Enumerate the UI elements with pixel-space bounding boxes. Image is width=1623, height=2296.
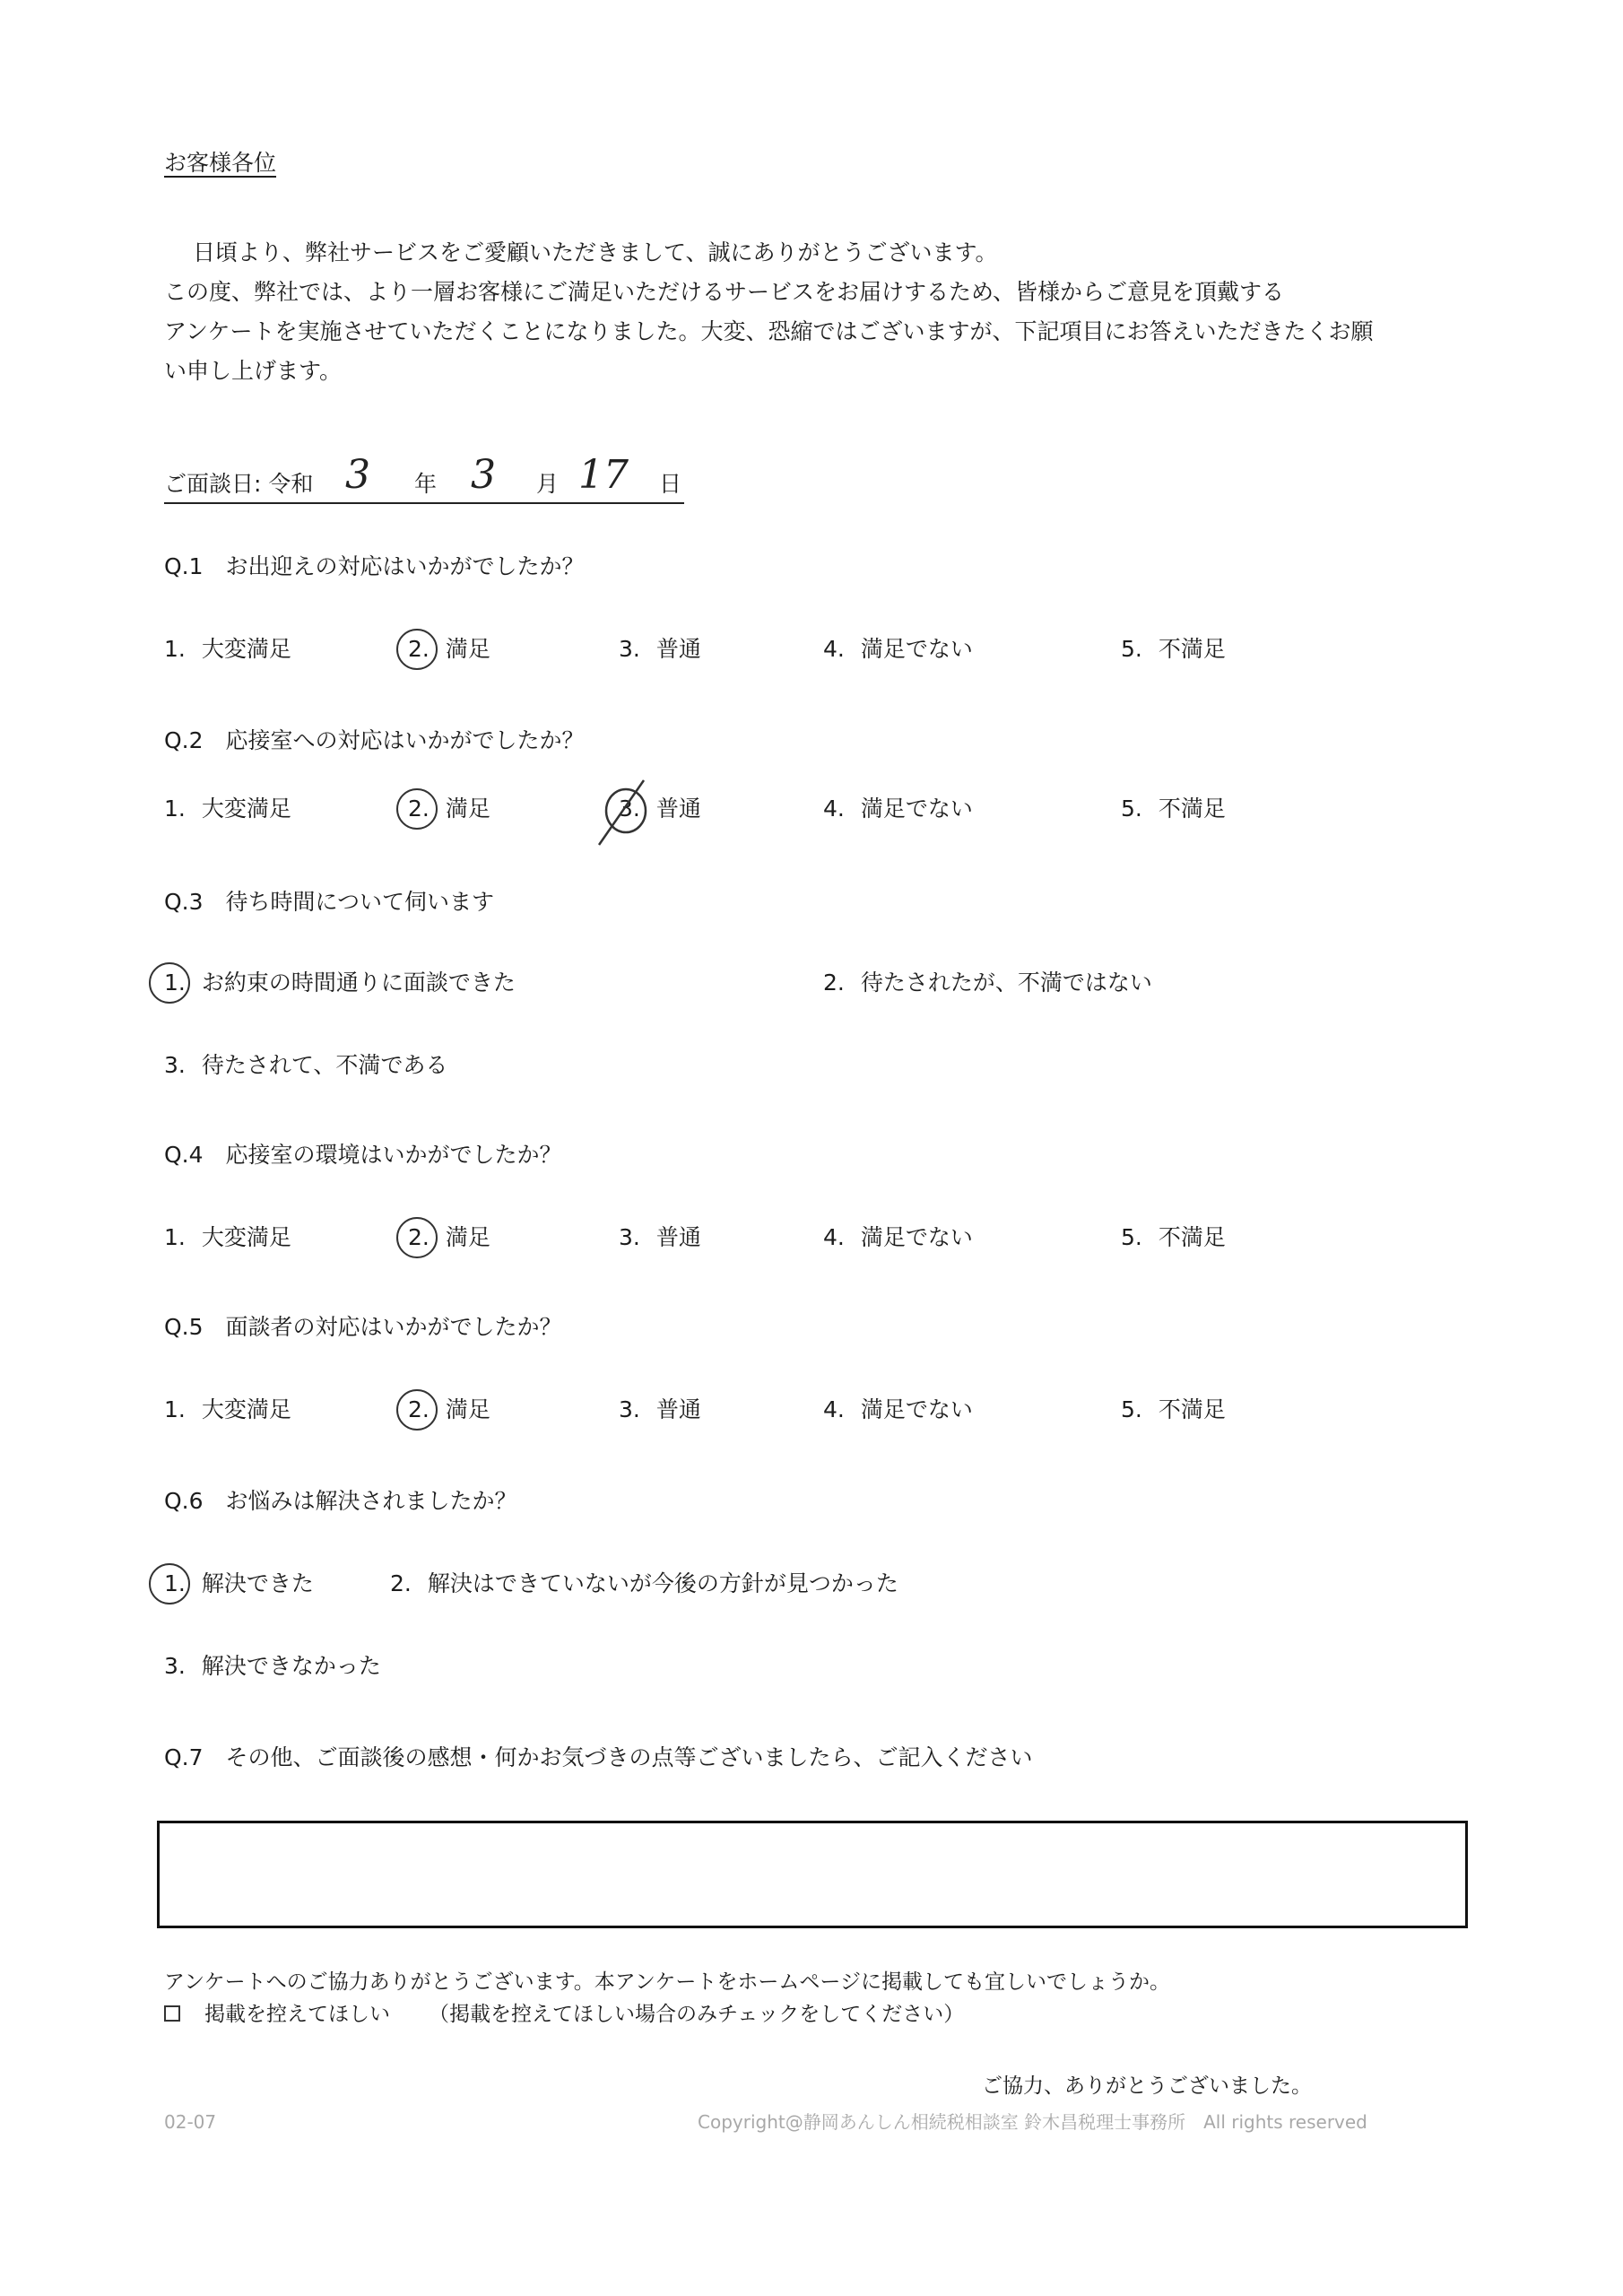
q5-option-5-label: 不満足 [1158, 1396, 1226, 1422]
q5-option-5[interactable] [1121, 1394, 1226, 1426]
q2-option-4-label: 満足でない [860, 796, 973, 822]
q4-option-4[interactable] [823, 1222, 973, 1254]
q6-option-1-num: 1. [164, 1570, 186, 1596]
q6-selected-circle [149, 1563, 190, 1605]
question-7-title: Q.7 その他、ご面談後の感想・何かお気づきの点等ございましたら、ご記入ください [164, 1744, 1033, 1770]
q4-option-4-num: 4. [823, 1224, 845, 1250]
q2-option-3-label: 普通 [655, 796, 701, 822]
q1-option-4-num: 4. [823, 636, 845, 662]
intro-line-4: い申し上げます。 [164, 358, 343, 384]
q3-option-1-label: お約束の時間通りに面談できた [201, 970, 516, 996]
question-5-title: Q.5 面談者の対応はいかがでしたか？ [164, 1314, 562, 1340]
q2-option-1-num: 1. [164, 796, 186, 822]
q3-selected-circle [149, 962, 190, 1004]
q1-option-1[interactable] [164, 633, 291, 665]
comment-box[interactable] [157, 1821, 1468, 1928]
q2-crossed-out-mark [592, 777, 655, 848]
q1-option-3-num: 3. [619, 636, 640, 662]
q1-option-4[interactable] [823, 633, 973, 665]
q3-option-2-num: 2. [823, 970, 845, 996]
q1-option-1-num: 1. [164, 636, 186, 662]
q4-option-2-num: 2. [408, 1224, 430, 1250]
q5-option-5-num: 5. [1121, 1396, 1142, 1422]
q3-option-3[interactable] [164, 1049, 447, 1082]
greeting: お客様各位 [164, 150, 277, 176]
q4-option-5-num: 5. [1121, 1224, 1142, 1250]
q5-option-1[interactable] [164, 1394, 291, 1426]
q5-option-4-num: 4. [823, 1396, 845, 1422]
q5-option-3-label: 普通 [655, 1396, 701, 1422]
q5-option-2-label: 満足 [445, 1396, 490, 1422]
q4-option-5[interactable] [1121, 1222, 1226, 1254]
publish-question: アンケートへのご協力ありがとうございます。本アンケートをホームページに掲載しても宜しいでしょうか。 [164, 1970, 1170, 1994]
q6-option-2-label: 解決はできていないが今後の方針が見つかった [427, 1570, 898, 1596]
q1-option-5[interactable] [1121, 633, 1226, 665]
date-label: ご面談日: 令和 [164, 471, 314, 497]
q2-option-5-label: 不満足 [1158, 796, 1226, 822]
publish-checkbox-label: 掲載を控えてほしい [204, 2003, 390, 2026]
date-year-unit: 年 [414, 471, 438, 497]
q3-option-2[interactable] [823, 967, 1152, 999]
q1-option-3[interactable] [619, 633, 701, 665]
q4-option-4-label: 満足でない [860, 1224, 973, 1250]
intro-line-3: アンケートを実施させていただくことになりました。大変、恐縮ではございますが、下記項目にお答えいただきたくお願 [164, 318, 1374, 344]
q5-option-1-label: 大変満足 [201, 1396, 291, 1422]
date-underline [164, 502, 684, 504]
q2-option-1-label: 大変満足 [201, 796, 291, 822]
q2-option-2-num: 2. [408, 796, 430, 822]
question-1-title: Q.1 お出迎えの対応はいかがでしたか？ [164, 553, 585, 579]
date-month-unit: 月 [536, 471, 560, 497]
date-day-value[interactable]: 17 [578, 452, 629, 498]
q4-option-3-label: 普通 [655, 1224, 701, 1250]
q2-option-5-num: 5. [1121, 796, 1142, 822]
q2-option-4-num: 4. [823, 796, 845, 822]
q6-option-2-num: 2. [390, 1570, 412, 1596]
q1-option-4-label: 満足でない [860, 636, 973, 662]
thanks-text: ご協力、ありがとうございました。 [982, 2074, 1312, 2098]
q1-option-3-label: 普通 [655, 636, 701, 662]
q1-option-1-label: 大変満足 [201, 636, 291, 662]
publish-checkbox-note: （掲載を控えてほしい場合のみチェックをしてください） [429, 2003, 965, 2026]
q1-option-5-label: 不満足 [1158, 636, 1226, 662]
q6-option-1-label: 解決できた [201, 1570, 314, 1596]
question-2-title: Q.2 応接室への対応はいかがでしたか？ [164, 727, 585, 753]
q4-option-5-label: 不満足 [1158, 1224, 1226, 1250]
q5-selected-circle [396, 1389, 438, 1431]
q1-option-2-num: 2. [408, 636, 430, 662]
q3-option-3-label: 待たされて、不満である [201, 1052, 448, 1078]
question-6-title: Q.6 お悩みは解決されましたか？ [164, 1488, 517, 1514]
q3-option-1-num: 1. [164, 970, 186, 996]
date-year-value[interactable]: 3 [345, 452, 370, 498]
q2-option-1[interactable] [164, 793, 291, 825]
q4-selected-circle [396, 1217, 438, 1258]
q3-option-1[interactable] [164, 967, 516, 999]
q5-option-3-num: 3. [619, 1396, 640, 1422]
q6-option-3-label: 解決できなかった [201, 1653, 381, 1679]
date-day-unit: 日 [659, 471, 682, 497]
q1-option-5-num: 5. [1121, 636, 1142, 662]
q5-option-1-num: 1. [164, 1396, 186, 1422]
intro-line-1: 日頃より、弊社サービスをご愛顧いただきまして、誠にありがとうございます。 [193, 239, 998, 265]
form-code: 02-07 [164, 2111, 217, 2133]
q4-option-3[interactable] [619, 1222, 701, 1254]
publish-checkbox[interactable] [164, 2005, 180, 2022]
q1-selected-circle [396, 629, 438, 670]
q5-option-4-label: 満足でない [860, 1396, 973, 1422]
q4-option-1[interactable] [164, 1222, 291, 1254]
q5-option-3[interactable] [619, 1394, 701, 1426]
q6-option-3[interactable] [164, 1650, 381, 1683]
q1-option-2-label: 満足 [445, 636, 490, 662]
intro-line-2: この度、弊社では、より一層お客様にご満足いただけるサービスをお届けするため、皆様からご意見を頂戴する [164, 279, 1285, 305]
q4-option-2-label: 満足 [445, 1224, 490, 1250]
q5-option-4[interactable] [823, 1394, 973, 1426]
q2-option-5[interactable] [1121, 793, 1226, 825]
q4-option-3-num: 3. [619, 1224, 640, 1250]
q6-option-2[interactable] [390, 1568, 898, 1600]
question-4-title: Q.4 応接室の環境はいかがでしたか？ [164, 1142, 562, 1168]
q2-option-4[interactable] [823, 793, 973, 825]
q2-option-3-num: 3. [619, 796, 640, 822]
copyright: Copyright@静岡あんしん相続税相談室 鈴木昌税理士事務所 All rights reserved [698, 2111, 1367, 2133]
q2-option-2-label: 満足 [445, 796, 490, 822]
date-month-value[interactable]: 3 [471, 452, 496, 498]
q3-option-3-num: 3. [164, 1052, 186, 1078]
question-3-title: Q.3 待ち時間について伺います [164, 889, 495, 915]
q5-option-2-num: 2. [408, 1396, 430, 1422]
q2-selected-circle [396, 788, 438, 830]
q4-option-1-num: 1. [164, 1224, 186, 1250]
q3-option-2-label: 待たされたが、不満ではない [860, 970, 1152, 996]
q4-option-1-label: 大変満足 [201, 1224, 291, 1250]
q6-option-3-num: 3. [164, 1653, 186, 1679]
